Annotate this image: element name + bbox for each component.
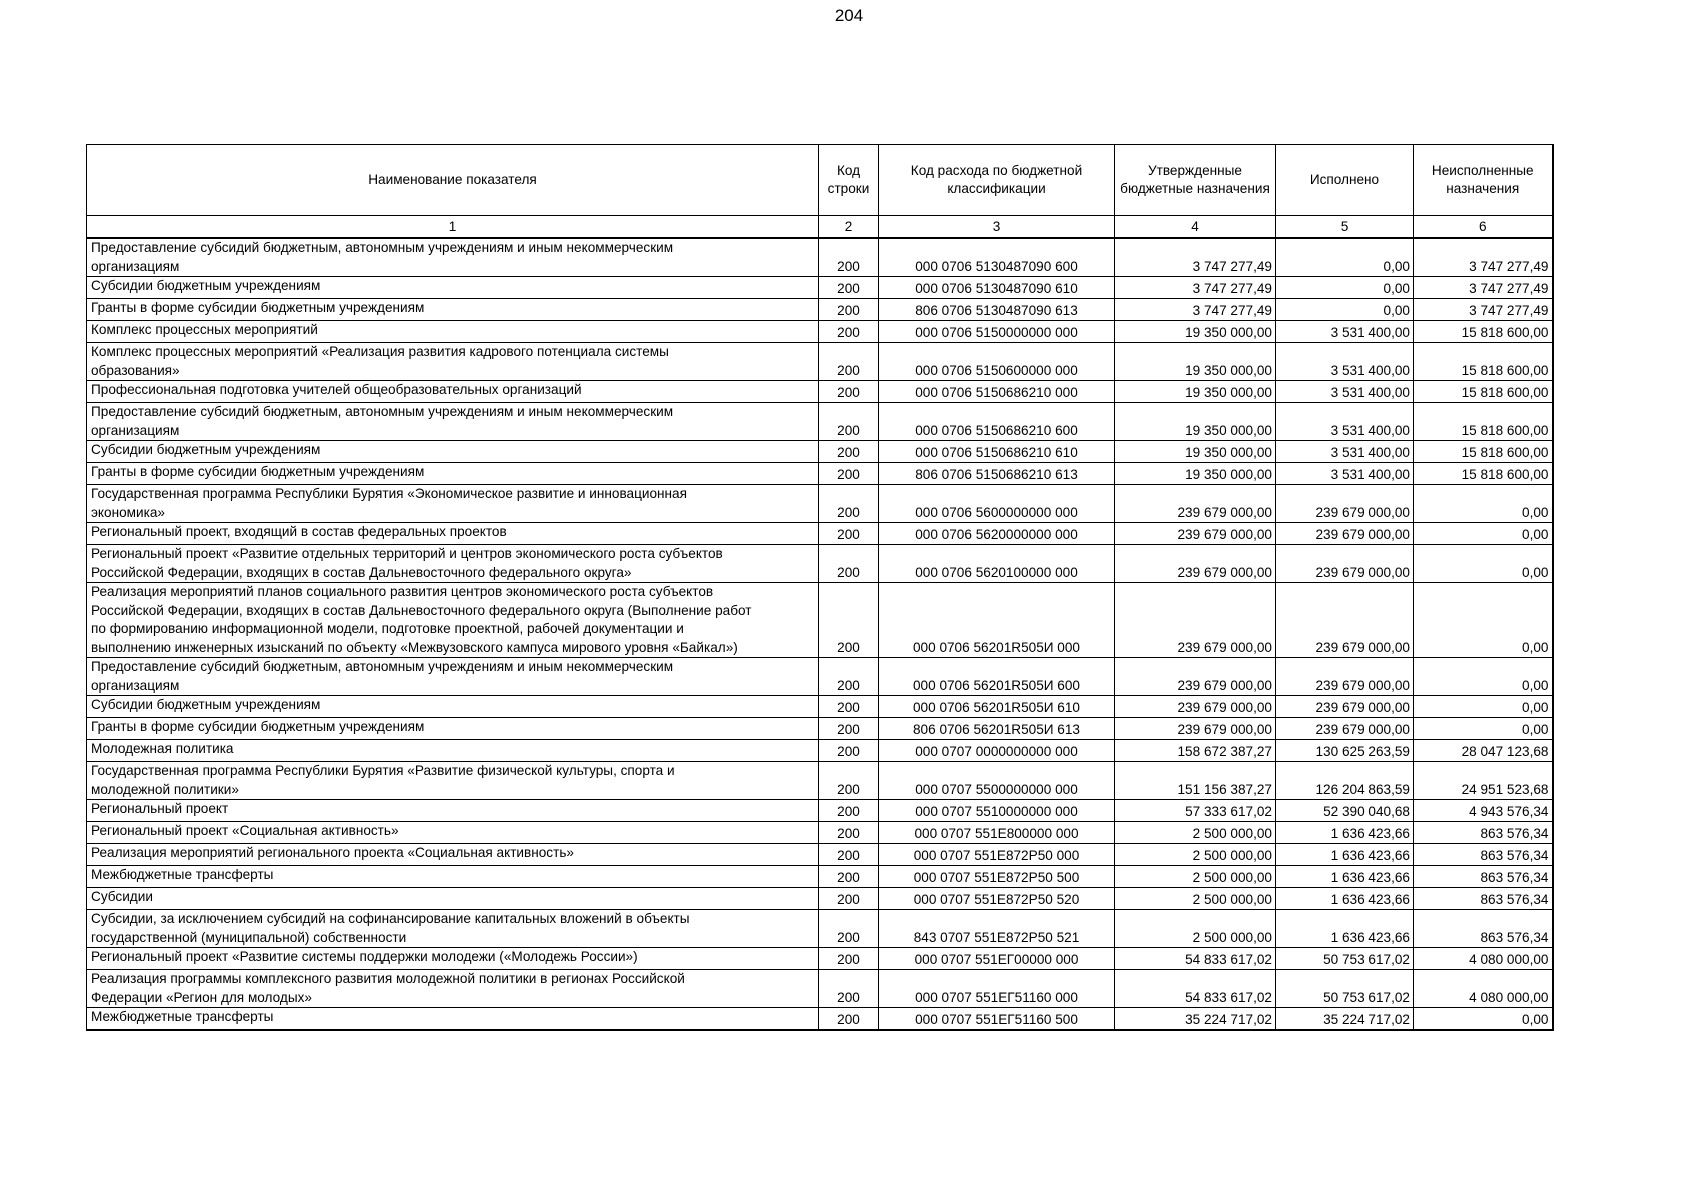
row-unexecuted: 0,00 (1414, 523, 1553, 545)
row-approved: 3 747 277,49 (1115, 299, 1276, 321)
row-approved: 19 350 000,00 (1115, 321, 1276, 343)
row-code: 200 (819, 866, 879, 888)
row-code: 200 (819, 441, 879, 463)
row-executed: 50 753 617,02 (1276, 948, 1414, 970)
row-name: Предоставление субсидий бюджетным, автономным учреждениям и иным некоммерческим организациям (87, 238, 819, 277)
column-number: 1 (87, 216, 819, 239)
row-budget-code: 000 0706 5150000000 000 (879, 321, 1115, 343)
row-budget-code: 000 0706 56201R505И 600 (879, 658, 1115, 696)
row-approved: 239 679 000,00 (1115, 523, 1276, 545)
row-name: Государственная программа Республики Бурятия «Экономическое развитие и инновационная экономика» (87, 485, 819, 523)
row-code: 200 (819, 523, 879, 545)
row-executed: 130 625 263,59 (1276, 740, 1414, 762)
table-row (87, 970, 1553, 1008)
row-code: 200 (819, 800, 879, 822)
header-budget-code: Код расхода по бюджетной классификации (879, 145, 1115, 216)
header-approved: Утвержденные бюджетные назначения (1115, 145, 1276, 216)
row-code: 200 (819, 970, 879, 1008)
page-number: 204 (834, 6, 864, 25)
row-budget-code: 806 0706 5130487090 613 (879, 299, 1115, 321)
header-executed: Исполнено (1276, 145, 1414, 216)
row-unexecuted: 863 576,34 (1414, 822, 1553, 844)
column-number: 6 (1414, 216, 1553, 239)
row-approved: 2 500 000,00 (1115, 844, 1276, 866)
row-budget-code: 843 0707 551E872P50 521 (879, 910, 1115, 948)
table-row (87, 1008, 1553, 1031)
row-approved: 19 350 000,00 (1115, 381, 1276, 403)
row-approved: 239 679 000,00 (1115, 696, 1276, 718)
row-budget-code: 000 0706 5600000000 000 (879, 485, 1115, 523)
row-approved: 3 747 277,49 (1115, 238, 1276, 277)
row-unexecuted: 0,00 (1414, 1008, 1553, 1031)
row-name: Субсидии бюджетным учреждениям (87, 441, 819, 463)
row-budget-code: 000 0707 5510000000 000 (879, 800, 1115, 822)
row-budget-code: 000 0706 5150600000 000 (879, 343, 1115, 381)
row-name: Профессиональная подготовка учителей общеобразовательных организаций (87, 381, 819, 403)
row-executed: 239 679 000,00 (1276, 545, 1414, 583)
row-code: 200 (819, 321, 879, 343)
header-row-code: Код строки (819, 145, 879, 216)
row-unexecuted: 4 943 576,34 (1414, 800, 1553, 822)
column-number: 2 (819, 216, 879, 239)
row-name: Межбюджетные трансферты (87, 866, 819, 888)
row-executed: 239 679 000,00 (1276, 485, 1414, 523)
row-name: Региональный проект, входящий в состав федеральных проектов (87, 523, 819, 545)
row-budget-code: 000 0707 551EГ51160 000 (879, 970, 1115, 1008)
row-unexecuted: 15 818 600,00 (1414, 321, 1553, 343)
row-executed: 239 679 000,00 (1276, 523, 1414, 545)
row-unexecuted: 4 080 000,00 (1414, 970, 1553, 1008)
row-name: Реализация мероприятий регионального проекта «Социальная активность» (87, 844, 819, 866)
table-row (87, 844, 1553, 866)
row-unexecuted: 3 747 277,49 (1414, 238, 1553, 277)
row-name: Региональный проект «Развитие системы поддержки молодежи («Молодежь России») (87, 948, 819, 970)
table-row (87, 321, 1553, 343)
row-code: 200 (819, 381, 879, 403)
row-executed: 0,00 (1276, 238, 1414, 277)
row-executed: 0,00 (1276, 299, 1414, 321)
row-budget-code: 000 0707 551E872P50 520 (879, 888, 1115, 910)
row-name: Молодежная политика (87, 740, 819, 762)
row-approved: 19 350 000,00 (1115, 463, 1276, 485)
row-name: Предоставление субсидий бюджетным, автономным учреждениям и иным некоммерческим организациям (87, 403, 819, 441)
row-executed: 1 636 423,66 (1276, 888, 1414, 910)
row-unexecuted: 15 818 600,00 (1414, 463, 1553, 485)
row-unexecuted: 24 951 523,68 (1414, 762, 1553, 800)
table-row (87, 441, 1553, 463)
table-row (87, 866, 1553, 888)
table-row (87, 485, 1553, 523)
row-budget-code: 000 0706 5150686210 610 (879, 441, 1115, 463)
row-approved: 19 350 000,00 (1115, 403, 1276, 441)
row-code: 200 (819, 822, 879, 844)
row-name: Межбюджетные трансферты (87, 1008, 819, 1031)
row-name: Субсидии бюджетным учреждениям (87, 277, 819, 299)
row-budget-code: 000 0707 551E872P50 500 (879, 866, 1115, 888)
row-approved: 54 833 617,02 (1115, 948, 1276, 970)
row-executed: 1 636 423,66 (1276, 822, 1414, 844)
row-code: 200 (819, 583, 879, 658)
row-unexecuted: 863 576,34 (1414, 888, 1553, 910)
header-name: Наименование показателя (87, 145, 819, 216)
row-unexecuted: 15 818 600,00 (1414, 441, 1553, 463)
table-row (87, 718, 1553, 740)
row-name: Государственная программа Республики Бурятия «Развитие физической культуры, спорта и молодежной политики» (87, 762, 819, 800)
table-row (87, 948, 1553, 970)
row-budget-code: 000 0706 5130487090 610 (879, 277, 1115, 299)
row-budget-code: 806 0706 5150686210 613 (879, 463, 1115, 485)
row-name: Региональный проект «Социальная активность» (87, 822, 819, 844)
table-row (87, 463, 1553, 485)
row-code: 200 (819, 299, 879, 321)
row-executed: 3 531 400,00 (1276, 343, 1414, 381)
row-code: 200 (819, 485, 879, 523)
row-approved: 239 679 000,00 (1115, 485, 1276, 523)
row-name: Гранты в форме субсидии бюджетным учреждениям (87, 299, 819, 321)
row-code: 200 (819, 910, 879, 948)
row-unexecuted: 3 747 277,49 (1414, 299, 1553, 321)
row-unexecuted: 0,00 (1414, 545, 1553, 583)
row-executed: 3 531 400,00 (1276, 463, 1414, 485)
row-name: Предоставление субсидий бюджетным, автономным учреждениям и иным некоммерческим организациям (87, 658, 819, 696)
row-unexecuted: 0,00 (1414, 583, 1553, 658)
row-code: 200 (819, 718, 879, 740)
row-executed: 1 636 423,66 (1276, 866, 1414, 888)
table-row (87, 696, 1553, 718)
row-unexecuted: 15 818 600,00 (1414, 381, 1553, 403)
table-row (87, 381, 1553, 403)
row-code: 200 (819, 740, 879, 762)
row-code: 200 (819, 238, 879, 277)
row-approved: 239 679 000,00 (1115, 583, 1276, 658)
row-executed: 1 636 423,66 (1276, 910, 1414, 948)
row-name: Реализация программы комплексного развития молодежной политики в регионах Российской Федерации «Регион для молодых» (87, 970, 819, 1008)
row-unexecuted: 28 047 123,68 (1414, 740, 1553, 762)
row-executed: 3 531 400,00 (1276, 381, 1414, 403)
column-number: 5 (1276, 216, 1414, 239)
row-executed: 3 531 400,00 (1276, 403, 1414, 441)
row-executed: 1 636 423,66 (1276, 844, 1414, 866)
row-unexecuted: 0,00 (1414, 658, 1553, 696)
row-executed: 0,00 (1276, 277, 1414, 299)
row-executed: 126 204 863,59 (1276, 762, 1414, 800)
row-executed: 239 679 000,00 (1276, 696, 1414, 718)
row-name: Субсидии (87, 888, 819, 910)
row-unexecuted: 15 818 600,00 (1414, 403, 1553, 441)
row-executed: 50 753 617,02 (1276, 970, 1414, 1008)
row-budget-code: 000 0707 551EГ00000 000 (879, 948, 1115, 970)
row-code: 200 (819, 463, 879, 485)
row-unexecuted: 0,00 (1414, 696, 1553, 718)
row-code: 200 (819, 948, 879, 970)
column-number: 4 (1115, 216, 1276, 239)
row-code: 200 (819, 277, 879, 299)
table-row (87, 762, 1553, 800)
row-code: 200 (819, 762, 879, 800)
row-code: 200 (819, 658, 879, 696)
row-approved: 2 500 000,00 (1115, 888, 1276, 910)
row-unexecuted: 15 818 600,00 (1414, 343, 1553, 381)
row-code: 200 (819, 696, 879, 718)
row-executed: 3 531 400,00 (1276, 441, 1414, 463)
row-unexecuted: 0,00 (1414, 485, 1553, 523)
row-unexecuted: 3 747 277,49 (1414, 277, 1553, 299)
row-name: Региональный проект «Развитие отдельных территорий и центров экономического роста субъектов Российской Федерации, входящих в состав Дальневосточного федерального округа» (87, 545, 819, 583)
row-executed: 35 224 717,02 (1276, 1008, 1414, 1031)
row-approved: 57 333 617,02 (1115, 800, 1276, 822)
table-row (87, 910, 1553, 948)
row-budget-code: 000 0706 56201R505И 000 (879, 583, 1115, 658)
table-row (87, 545, 1553, 583)
row-budget-code: 000 0707 551EГ51160 500 (879, 1008, 1115, 1031)
row-approved: 2 500 000,00 (1115, 822, 1276, 844)
table-row (87, 277, 1553, 299)
table-row (87, 343, 1553, 381)
header-row (87, 145, 1553, 216)
row-unexecuted: 863 576,34 (1414, 844, 1553, 866)
table-row (87, 800, 1553, 822)
row-executed: 52 390 040,68 (1276, 800, 1414, 822)
budget-report-table (86, 144, 1554, 1031)
row-budget-code: 000 0706 5130487090 600 (879, 238, 1115, 277)
row-name: Комплекс процессных мероприятий (87, 321, 819, 343)
row-approved: 54 833 617,02 (1115, 970, 1276, 1008)
table-row (87, 403, 1553, 441)
row-budget-code: 000 0707 551E800000 000 (879, 822, 1115, 844)
table-row (87, 238, 1553, 277)
column-number-row (87, 216, 1553, 239)
table-row (87, 740, 1553, 762)
row-budget-code: 000 0706 5150686210 000 (879, 381, 1115, 403)
row-approved: 239 679 000,00 (1115, 545, 1276, 583)
row-approved: 35 224 717,02 (1115, 1008, 1276, 1031)
row-code: 200 (819, 545, 879, 583)
table-row (87, 299, 1553, 321)
row-approved: 239 679 000,00 (1115, 658, 1276, 696)
row-executed: 3 531 400,00 (1276, 321, 1414, 343)
row-name: Реализация мероприятий планов социального развития центров экономического роста субъектов Российской Федерации, входящих в состав Дальневосточного федерального округа (Выполнение работ по формированию информационной модели, подготовке проектной, рабочей документации и выполнению инженерных изысканий по объекту «Межвузовского кампуса мирового уровня «Байкал») (87, 583, 819, 658)
row-code: 200 (819, 343, 879, 381)
row-approved: 158 672 387,27 (1115, 740, 1276, 762)
table-row (87, 822, 1553, 844)
row-code: 200 (819, 844, 879, 866)
row-approved: 239 679 000,00 (1115, 718, 1276, 740)
row-budget-code: 000 0706 5150686210 600 (879, 403, 1115, 441)
row-executed: 239 679 000,00 (1276, 658, 1414, 696)
row-code: 200 (819, 403, 879, 441)
row-approved: 151 156 387,27 (1115, 762, 1276, 800)
row-unexecuted: 0,00 (1414, 718, 1553, 740)
row-executed: 239 679 000,00 (1276, 718, 1414, 740)
table-row (87, 658, 1553, 696)
table-row (87, 583, 1553, 658)
row-budget-code: 000 0707 0000000000 000 (879, 740, 1115, 762)
row-name: Комплекс процессных мероприятий «Реализация развития кадрового потенциала системы образования» (87, 343, 819, 381)
row-unexecuted: 863 576,34 (1414, 910, 1553, 948)
row-approved: 19 350 000,00 (1115, 441, 1276, 463)
row-budget-code: 000 0706 5620000000 000 (879, 523, 1115, 545)
row-budget-code: 000 0707 5500000000 000 (879, 762, 1115, 800)
row-budget-code: 000 0707 551E872P50 000 (879, 844, 1115, 866)
row-approved: 3 747 277,49 (1115, 277, 1276, 299)
row-name: Гранты в форме субсидии бюджетным учреждениям (87, 718, 819, 740)
row-executed: 239 679 000,00 (1276, 583, 1414, 658)
row-name: Региональный проект (87, 800, 819, 822)
row-name: Гранты в форме субсидии бюджетным учреждениям (87, 463, 819, 485)
row-code: 200 (819, 1008, 879, 1031)
row-approved: 2 500 000,00 (1115, 910, 1276, 948)
column-number: 3 (879, 216, 1115, 239)
row-name: Субсидии бюджетным учреждениям (87, 696, 819, 718)
row-approved: 19 350 000,00 (1115, 343, 1276, 381)
table-body (87, 238, 1553, 1030)
header-unexecuted: Неисполненные назначения (1414, 145, 1553, 216)
row-unexecuted: 4 080 000,00 (1414, 948, 1553, 970)
table-row (87, 888, 1553, 910)
table-row (87, 523, 1553, 545)
row-name: Субсидии, за исключением субсидий на софинансирование капитальных вложений в объекты государственной (муниципальной) собственности (87, 910, 819, 948)
row-code: 200 (819, 888, 879, 910)
row-budget-code: 000 0706 56201R505И 610 (879, 696, 1115, 718)
row-approved: 2 500 000,00 (1115, 866, 1276, 888)
row-budget-code: 000 0706 5620100000 000 (879, 545, 1115, 583)
row-budget-code: 806 0706 56201R505И 613 (879, 718, 1115, 740)
row-unexecuted: 863 576,34 (1414, 866, 1553, 888)
